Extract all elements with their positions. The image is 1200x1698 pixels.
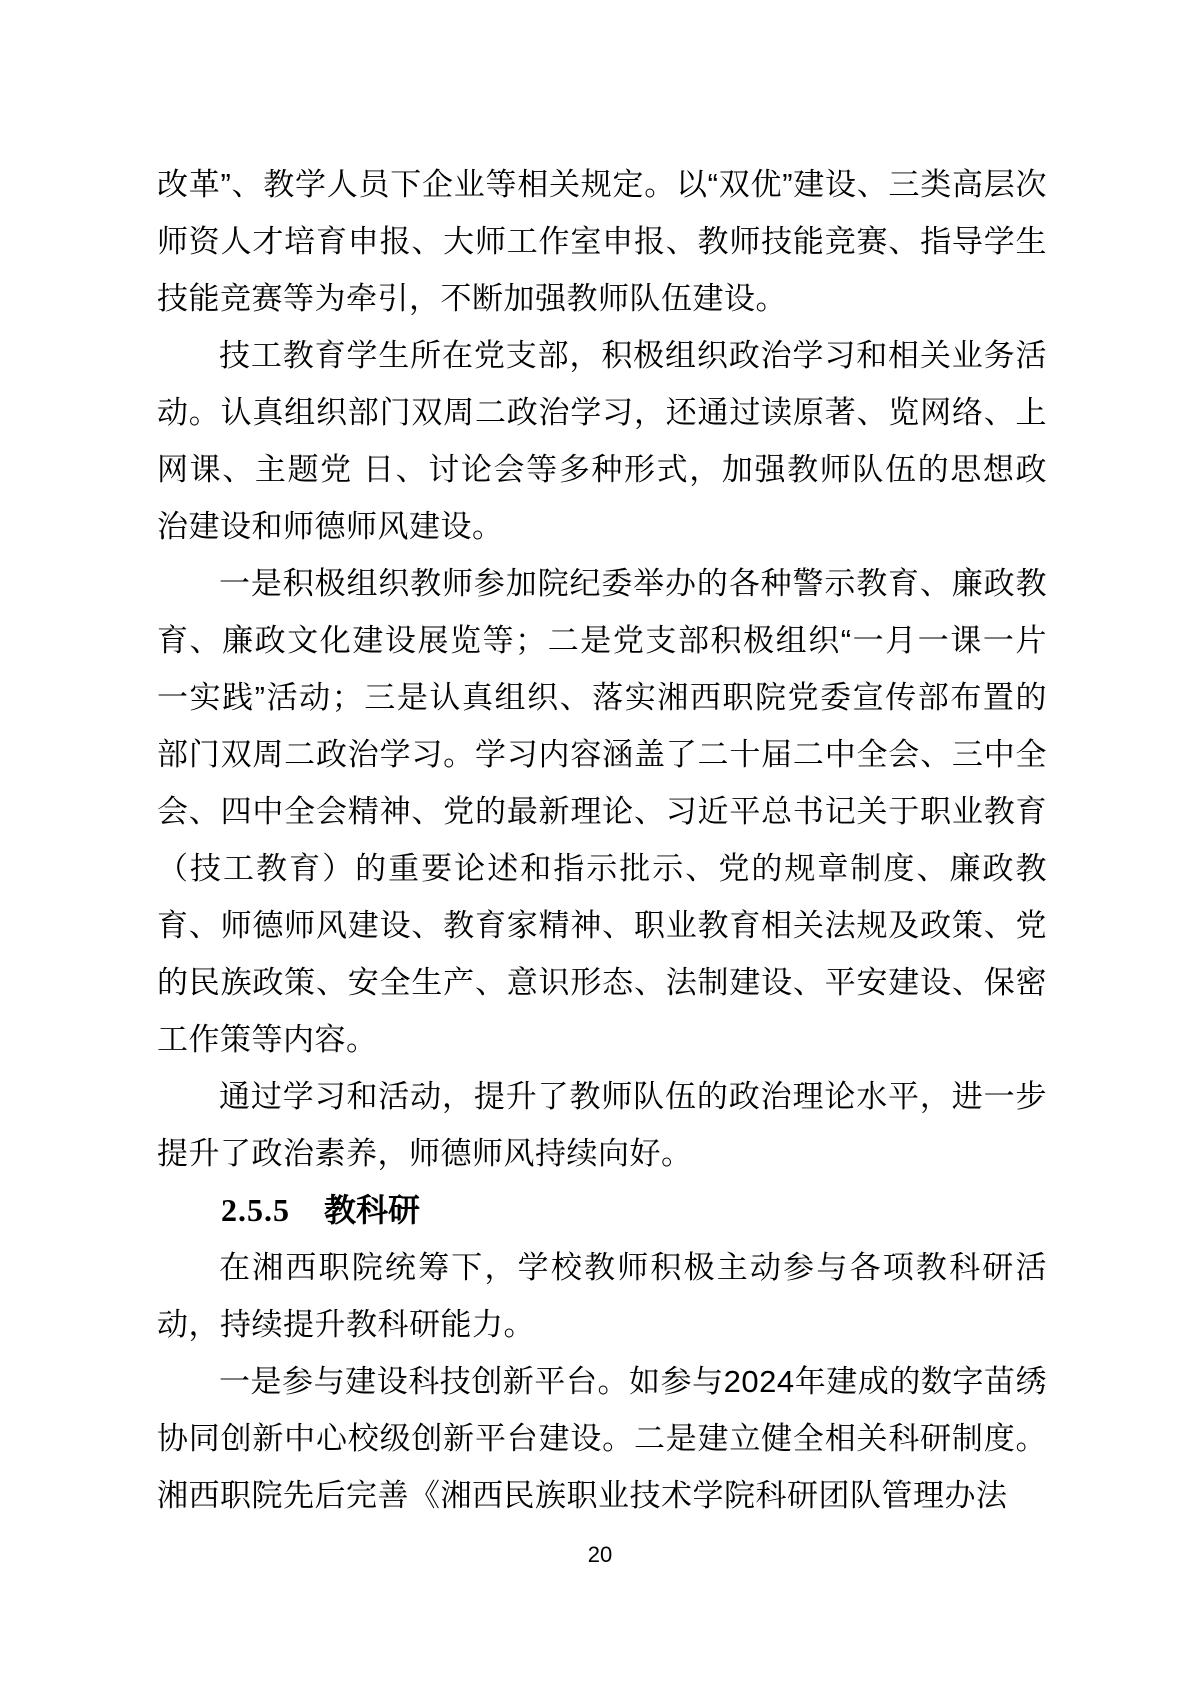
page-number: 20 (587, 1542, 613, 1567)
section-title: 教科研 (324, 1192, 421, 1228)
paragraph: 技工教育学生所在党支部，积极组织政治学习和相关业务活动。认真组织部门双周二政治学习，还通过读原著、览网络、上网课、主题党 日、讨论会等多种形式，加强教师队伍的思想政治建设和师德师风建设。 (157, 338, 1047, 544)
paragraph: 改革”、教学人员下企业等相关规定。以“双优”建设、三类高层次师资人才培育申报、大师工作室申报、教师技能竞赛、指导学生技能竞赛等为牵引，不断加强教师队伍建设。 (157, 167, 1047, 316)
section-number: 2.5.5 (221, 1192, 290, 1228)
paragraph: 一是积极组织教师参加院纪委举办的各种警示教育、廉政教育、廉政文化建设展览等；二是党支部积极组织“一月一课一片一实践”活动；三是认真组织、落实湘西职院党委宣传部布置的部门双周二政治学习。学习内容涵盖了二十届二中全会、三中全会、四中全会精神、党的最新理论、习近平总书记关于职业教育（技工教育）的重要论述和指示批示、党的规章制度、廉政教育、师德师风建设、教育家精神、职业教育相关法规及政策、党的民族政策、安全生产、意识形态、法制建设、平安建设、保密工作策等内容。 (157, 566, 1047, 1057)
page-footer (0, 1540, 1200, 1570)
section-heading (157, 1182, 1047, 1239)
paragraph: 一是参与建设科技创新平台。如参与2024年建成的数字苗绣协同创新中心校级创新平台建设。二是建立健全相关科研制度。湘西职院先后完善《湘西民族职业技术学院科研团队管理办法 (157, 1364, 1047, 1513)
paragraph: 在湘西职院统筹下，学校教师积极主动参与各项教科研活动，持续提升教科研能力。 (157, 1250, 1047, 1342)
document-content (157, 156, 1047, 1524)
paragraph: 通过学习和活动，提升了教师队伍的政治理论水平，进一步提升了政治素养，师德师风持续向好。 (157, 1079, 1047, 1171)
